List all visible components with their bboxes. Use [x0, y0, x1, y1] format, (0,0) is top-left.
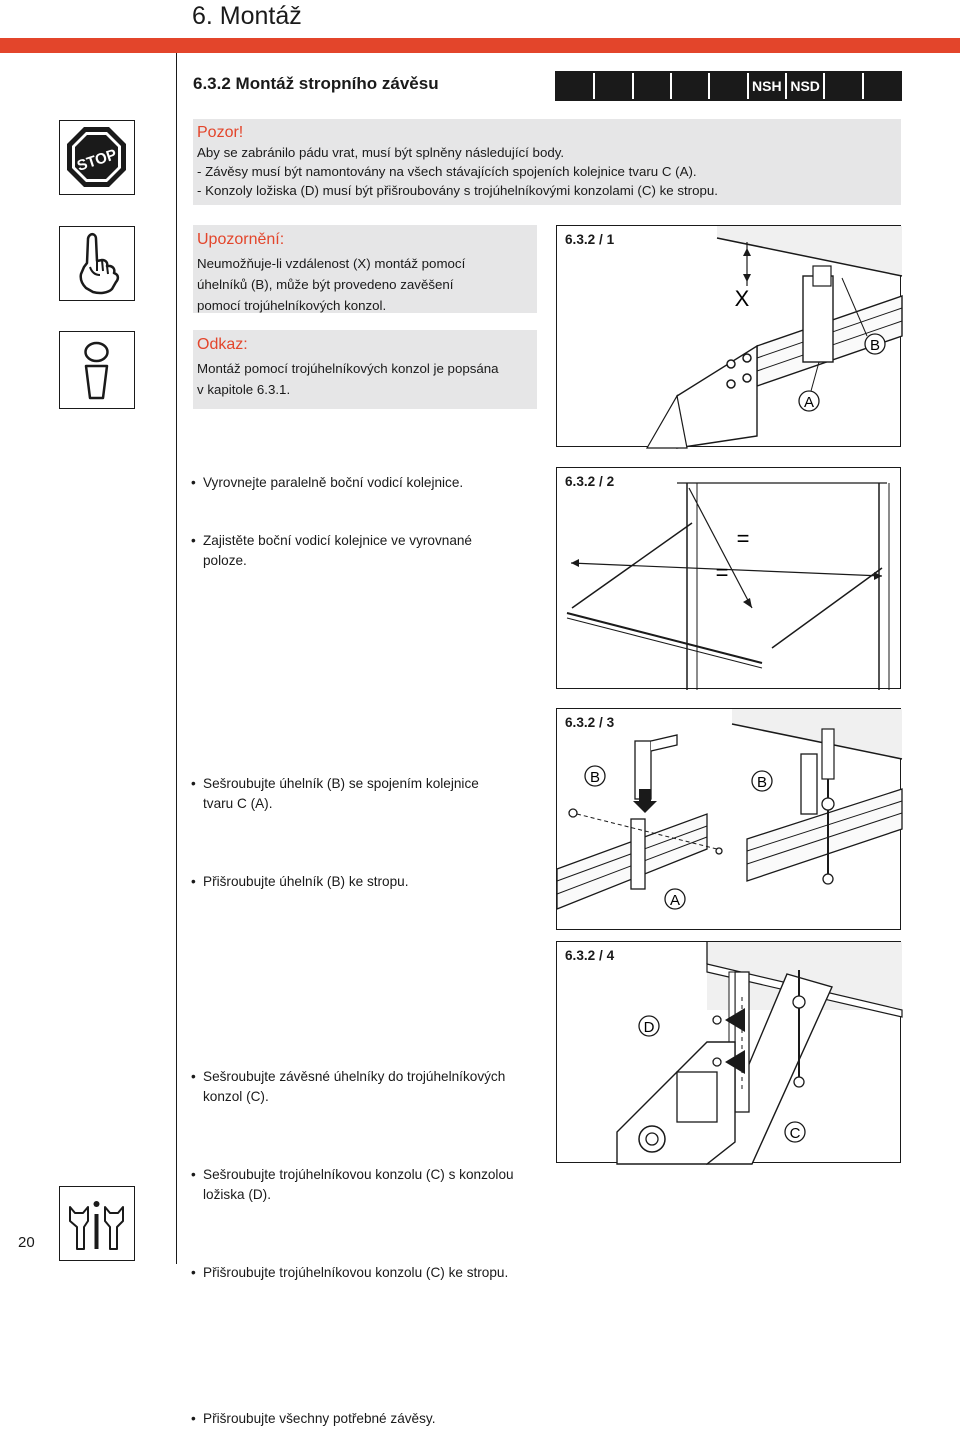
- section-title: 6.3.2 Montáž stropního závěsu: [193, 74, 439, 93]
- figure-label: 6.3.2 / 3: [565, 715, 615, 730]
- step-line: ložiska (D).: [203, 1187, 271, 1202]
- model-cell: [672, 73, 710, 99]
- step-screw-bracket: [191, 774, 541, 814]
- step-line: poloze.: [203, 553, 247, 568]
- step-align-rails: • Vyrovnejte paralelně boční vodicí kolejnice.: [191, 473, 541, 493]
- callout-a: A: [669, 892, 681, 909]
- figure-3-drawing: [557, 709, 902, 931]
- callout-c: C: [789, 1125, 801, 1142]
- step-line: Sešroubujte trojúhelníkovou konzolu (C) s konzolou: [203, 1167, 514, 1182]
- header-accent-bar: [0, 38, 960, 53]
- step-line: Zajistěte boční vodicí kolejnice ve vyrovnané: [203, 533, 472, 548]
- step-screw-all-hangers: • Přišroubujte všechny potřebné závěsy.: [191, 1409, 546, 1429]
- step-screw-bracket-ceiling: • Přišroubujte trojúhelníkovou konzolu (C) ke stropu.: [191, 1263, 546, 1283]
- figure-4: [556, 941, 901, 1163]
- model-cell: [634, 73, 672, 99]
- callout-d: D: [643, 1019, 655, 1036]
- tools-icon: [59, 1186, 135, 1261]
- step-line: Sešroubujte závěsné úhelníky do trojúhelníkových: [203, 1069, 506, 1084]
- step-secure-rails: [191, 531, 541, 571]
- notice-box: [193, 225, 537, 313]
- notice-line: pomocí trojúhelníkových konzol.: [197, 298, 387, 313]
- callout-a: A: [803, 394, 815, 411]
- callout-b: B: [869, 337, 881, 354]
- margin-divider: [176, 53, 177, 1264]
- step-screw-to-ceiling: • Přišroubujte úhelník (B) ke stropu.: [191, 872, 541, 892]
- figure-4-drawing: [557, 942, 902, 1164]
- figure-2-drawing: [557, 468, 902, 690]
- notice-line: úhelníků (B), může být provedeno zavěšení: [197, 277, 454, 292]
- callout-b: B: [589, 769, 601, 786]
- figure-label: 6.3.2 / 1: [565, 232, 615, 247]
- info-icon: [59, 331, 135, 409]
- caution-line: - Závěsy musí být namontovány na všech stávajících spojeních kolejnice tvaru C (A).: [197, 164, 697, 179]
- step-screw-triangle-bracket: [191, 1165, 546, 1205]
- model-cell: [595, 73, 633, 99]
- caution-line: - Konzoly ložiska (D) musí být přišroubovány s trojúhelníkovými konzolami (C) ke stropu.: [197, 183, 718, 198]
- reference-line: v kapitole 6.3.1.: [197, 382, 291, 397]
- reference-title: Odkaz:: [197, 336, 248, 353]
- figure-1: [556, 225, 901, 447]
- reference-box: [193, 330, 537, 409]
- step-line: tvaru C (A).: [203, 796, 273, 811]
- model-indicator-bar: [555, 71, 902, 101]
- caution-title: Pozor!: [197, 124, 244, 141]
- model-cell-nsd: NSD: [787, 73, 825, 99]
- step-screw-hangers: [191, 1067, 546, 1107]
- model-cell-nsh: NSH: [749, 73, 787, 99]
- model-cell: [825, 73, 863, 99]
- callout-equal: =: [736, 526, 750, 551]
- figure-label: 6.3.2 / 4: [565, 948, 615, 963]
- caution-line: Aby se zabránilo pádu vrat, musí být splněny následující body.: [197, 145, 565, 160]
- figure-3: [556, 708, 901, 930]
- page-number: 20: [18, 1234, 35, 1251]
- stop-sign-icon: [59, 120, 135, 195]
- notice-line: Neumožňuje-li vzdálenost (X) montáž pomocí: [197, 256, 466, 271]
- callout-b: B: [756, 774, 768, 791]
- chapter-title: 6. Montáž: [192, 2, 302, 30]
- model-cell: [864, 73, 900, 99]
- model-cell: [710, 73, 748, 99]
- caution-box: [193, 119, 901, 205]
- stop-sign-text: STOP: [75, 146, 119, 175]
- callout-x: X: [734, 286, 750, 311]
- callout-equal: =: [715, 560, 729, 585]
- step-line: Sešroubujte úhelník (B) se spojením kolejnice: [203, 776, 479, 791]
- figure-1-drawing: [557, 226, 902, 448]
- reference-line: Montáž pomocí trojúhelníkových konzol je popsána: [197, 361, 499, 376]
- model-cell: [557, 73, 595, 99]
- notice-title: Upozornění:: [197, 231, 285, 248]
- figure-2: [556, 467, 901, 689]
- figure-label: 6.3.2 / 2: [565, 474, 615, 489]
- pointing-hand-icon: [59, 226, 135, 301]
- step-line: konzol (C).: [203, 1089, 269, 1104]
